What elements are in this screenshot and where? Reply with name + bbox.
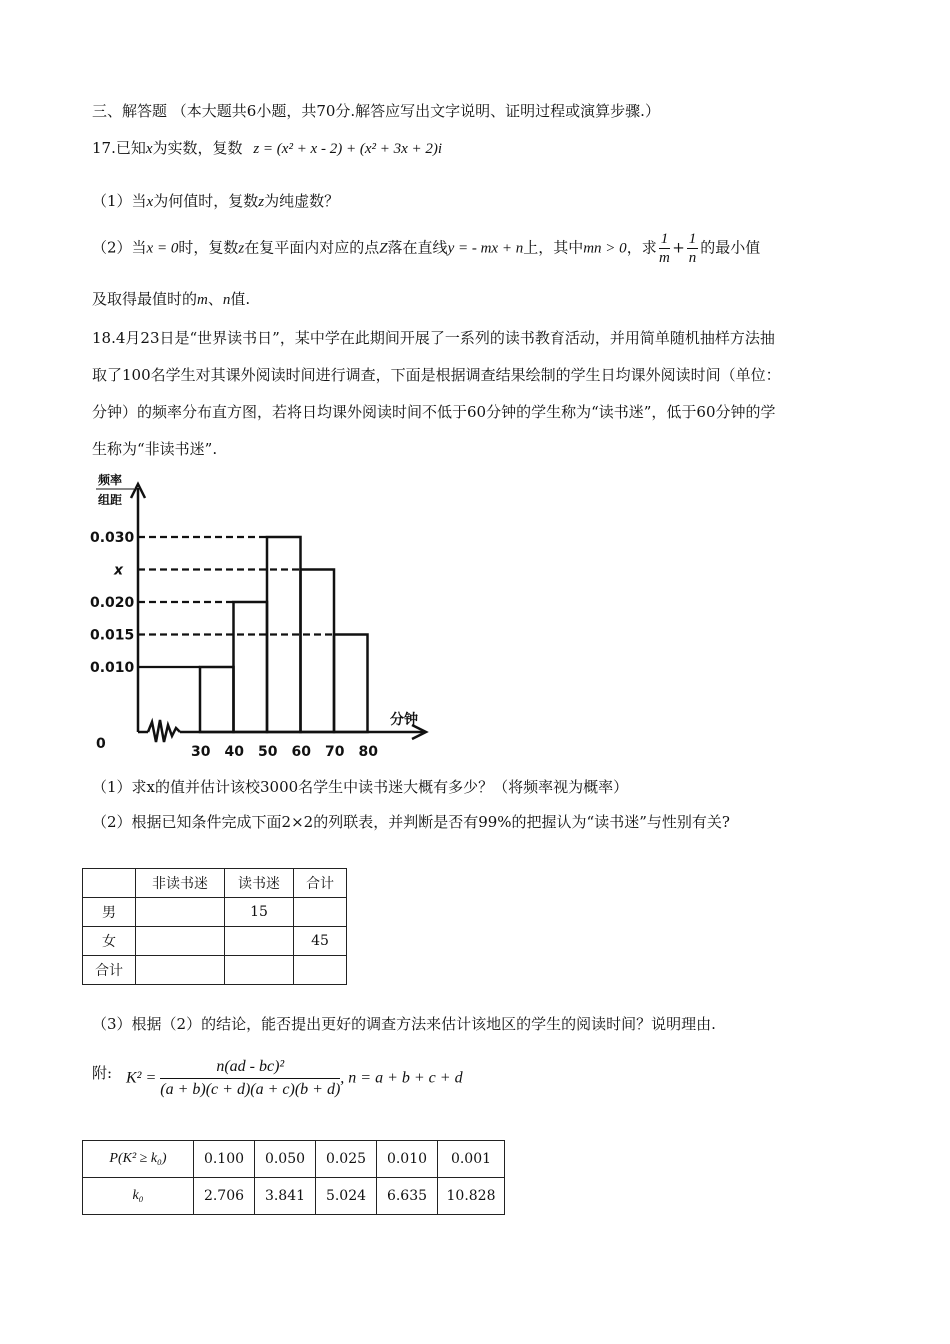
q17-p2-Z: Z — [379, 240, 388, 257]
k2-n-def: , n = a + b + c + d — [340, 1069, 463, 1087]
q18-part2: （2）根据已知条件完成下面2×2的列联表，并判断是否有99%的把握认为“读书迷”与性别有关? — [92, 813, 730, 831]
histogram-chart — [88, 470, 438, 770]
table-header-cell: 读书迷 — [225, 869, 294, 898]
crit-k-1: 3.841 — [255, 1178, 316, 1215]
y-tick-label: 0.015 — [90, 627, 135, 644]
ylabel-bottom: 组距 — [98, 493, 123, 507]
q18-line3: 分钟）的频率分布直方图，若将日均课外阅读时间不低于60分钟的学生称为“读书迷”，低于60分钟的学 — [92, 403, 776, 421]
table-cell — [294, 898, 347, 927]
q17-p2-cond: x = 0 — [146, 240, 179, 257]
crit-label-p: P(K² ≥ k₀) — [83, 1141, 194, 1178]
q17-p1-z: z — [258, 194, 265, 210]
table-cell: 合计 — [83, 956, 136, 985]
table-cell: 女 — [83, 927, 136, 956]
table-header-cell: 非读书迷 — [136, 869, 225, 898]
contingency-table — [82, 868, 347, 985]
q18-line4: 生称为“非读书迷”. — [92, 440, 218, 458]
table-cell — [225, 927, 294, 956]
k2-left: K² = — [126, 1069, 157, 1087]
frac-plus: + — [672, 238, 685, 257]
q17-p2-h: 及取得最值时的 — [92, 290, 198, 308]
table-header-row — [83, 869, 347, 898]
k2-formula — [126, 1058, 463, 1099]
table-cell: 45 — [294, 927, 347, 956]
q17-p2-c: 在复平面内对应的点 — [244, 238, 380, 257]
crit-p-4: 0.001 — [438, 1141, 505, 1178]
x-tick-label: 70 — [325, 744, 345, 760]
q17-p2-i: 值. — [230, 290, 251, 308]
histogram-bar — [301, 570, 335, 733]
table-cell — [136, 927, 225, 956]
q17-p1-a: （1）当 — [92, 192, 147, 210]
q17-p2-z: z — [238, 240, 245, 257]
frac-n-den: n — [688, 250, 697, 266]
q17-part2 — [92, 230, 760, 267]
crit-row-p — [83, 1141, 505, 1178]
table-cell — [136, 898, 225, 927]
q18-part3: （3）根据（2）的结论，能否提出更好的调查方法来估计该地区的学生的阅读时间？说明理由. — [92, 1015, 716, 1033]
table-cell: 男 — [83, 898, 136, 927]
table-row — [83, 956, 347, 985]
y-tick-label: 0.030 — [90, 530, 135, 546]
q18-line2: 取了100名学生对其课外阅读时间进行调查，下面是根据调查结果绘制的学生日均课外阅读时间（单位： — [92, 366, 781, 384]
x-tick-label: 80 — [358, 744, 378, 760]
origin-label: 0 — [96, 736, 106, 752]
table-header-cell: 合计 — [294, 869, 347, 898]
crit-p-3: 0.010 — [377, 1141, 438, 1178]
xlabel: 分钟 — [390, 712, 418, 728]
table-cell: 15 — [225, 898, 294, 927]
q17-p2-n: n — [222, 292, 231, 308]
q17-formula: z = (x² + x - 2) + (x² + 3x + 2)i — [253, 141, 443, 157]
crit-k-3: 6.635 — [377, 1178, 438, 1215]
q17-p2-e: 上，其中 — [523, 238, 584, 257]
table-row — [83, 898, 347, 927]
histogram-bar — [200, 667, 234, 732]
q17-part1 — [92, 190, 339, 211]
table-cell — [225, 956, 294, 985]
q17-p1-x: x — [146, 194, 154, 210]
k2-denominator: (a + b)(c + d)(a + c)(b + d) — [160, 1081, 341, 1098]
q17-p1-b: 为何值时，复数 — [153, 192, 259, 210]
fraction-1-over-m — [659, 230, 671, 267]
y-tick-label: 0.020 — [90, 595, 135, 611]
q18-line1: 18.4月23日是“世界读书日”，某中学在此期间开展了一系列的读书教育活动，并用简单随机抽样方法抽 — [92, 329, 775, 347]
q17-var: x — [145, 141, 153, 157]
frac-m-den: m — [659, 250, 670, 266]
table-cell — [294, 956, 347, 985]
x-tick-label: 50 — [258, 744, 278, 760]
q17-part2-cont — [92, 288, 250, 309]
crit-row-k — [83, 1178, 505, 1215]
table-row — [83, 927, 347, 956]
crit-p-2: 0.025 — [316, 1141, 377, 1178]
q17-p2-m: m — [197, 292, 208, 308]
x-tick-label: 60 — [291, 744, 311, 760]
critical-value-table — [82, 1140, 505, 1215]
table-cell — [136, 956, 225, 985]
crit-k-0: 2.706 — [194, 1178, 255, 1215]
q17-p1-c: 为纯虚数？ — [264, 192, 340, 210]
y-tick-label: x — [114, 562, 124, 579]
q17-p2-b: 时，复数 — [178, 238, 239, 257]
q17-p2-sep: 、 — [207, 290, 223, 308]
histogram-bar — [234, 602, 268, 732]
crit-k-2: 5.024 — [316, 1178, 377, 1215]
q17-intro-a: 17.已知 — [92, 139, 146, 157]
ylabel-top: 频率 — [98, 473, 123, 487]
y-tick-label: 0.010 — [90, 660, 135, 676]
k2-fraction — [160, 1058, 340, 1099]
q17-p2-g: 的最小值 — [700, 238, 761, 257]
appendix-label: 附: — [92, 1064, 113, 1082]
q17-intro-b: 为实数，复数 — [152, 139, 243, 157]
table-header-cell — [83, 869, 136, 898]
x-tick-label: 30 — [191, 744, 211, 760]
crit-label-k: k₀ — [83, 1178, 194, 1215]
q17-intro — [92, 137, 442, 158]
x-tick-label: 40 — [224, 744, 244, 760]
frac-m-num: 1 — [660, 231, 669, 247]
q17-p2-f: ，求 — [626, 238, 657, 257]
q18-part1: （1）求x的值并估计该校3000名学生中读书迷大概有多少？（将频率视为概率） — [92, 778, 629, 796]
q17-p2-d: 落在直线 — [387, 238, 448, 257]
crit-k-4: 10.828 — [438, 1178, 505, 1215]
q17-p2-a: （2）当 — [92, 238, 147, 257]
axis-break-zigzag — [148, 720, 180, 742]
q17-p2-line: y = - mx + n — [447, 240, 524, 257]
crit-p-1: 0.050 — [255, 1141, 316, 1178]
section-heading: 三、解答题 （本大题共6小题，共70分.解答应写出文字说明、证明过程或演算步骤.） — [92, 102, 660, 120]
frac-n-num: 1 — [688, 231, 697, 247]
k2-numerator: n(ad - bc)² — [160, 1058, 340, 1079]
q17-p2-mn: mn > 0 — [583, 240, 627, 257]
crit-p-0: 0.100 — [194, 1141, 255, 1178]
histogram-bar — [334, 635, 368, 733]
fraction-1-over-n — [687, 230, 699, 267]
